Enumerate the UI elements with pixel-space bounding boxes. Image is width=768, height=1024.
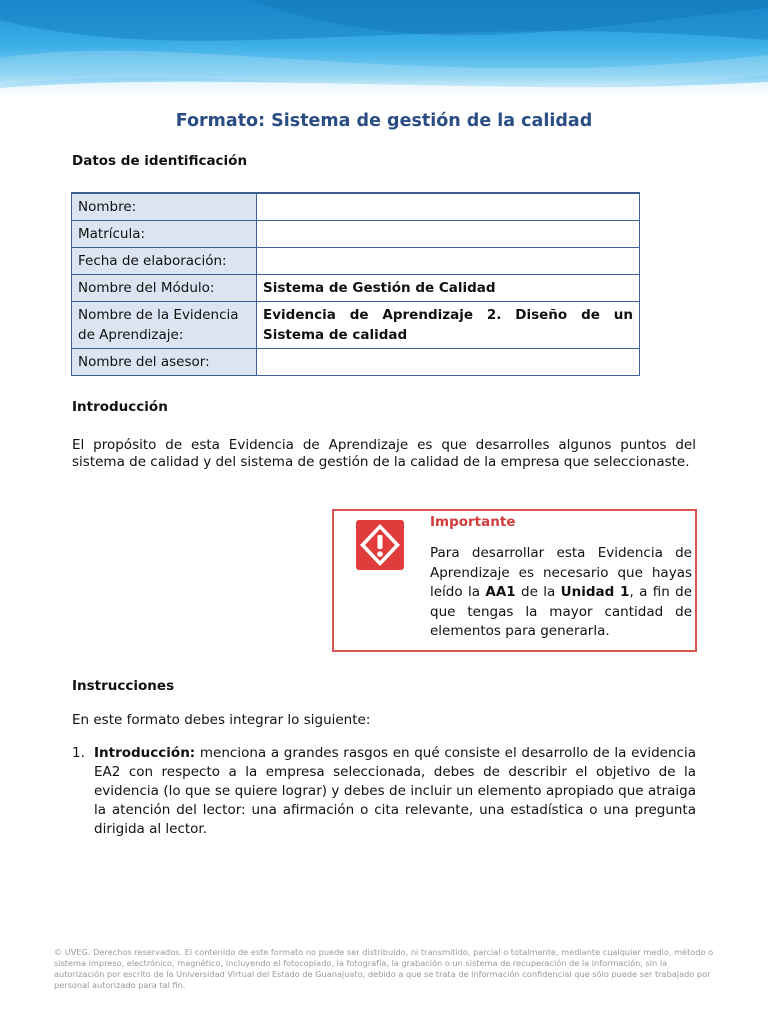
important-text-part: Para desarrollar esta Evidencia de Aprendizaje es necesario que hayas leído la xyxy=(430,545,692,600)
date-field[interactable] xyxy=(257,248,640,275)
row-label: Nombre del Módulo: xyxy=(72,275,257,302)
list-item xyxy=(72,744,696,839)
table-row xyxy=(72,275,640,302)
evidence-name-value: Evidencia de Aprendizaje 2. Diseño de un Sistema de calidad xyxy=(257,302,640,349)
row-label: Nombre de la Evidencia de Aprendizaje: xyxy=(72,302,257,349)
advisor-field[interactable] xyxy=(257,349,640,376)
module-name-value: Sistema de Gestión de Calidad xyxy=(257,275,640,302)
table-row xyxy=(72,193,640,221)
name-field[interactable] xyxy=(257,193,640,221)
table-row xyxy=(72,302,640,349)
row-label: Nombre del asesor: xyxy=(72,349,257,376)
important-text xyxy=(430,544,692,642)
row-label: Matrícula: xyxy=(72,221,257,248)
table-row xyxy=(72,221,640,248)
list-item-number: 1. xyxy=(72,745,85,761)
important-bold-aa1: AA1 xyxy=(485,584,516,600)
table-row xyxy=(72,349,640,376)
identification-table xyxy=(71,192,640,376)
important-note-box xyxy=(332,509,697,652)
important-bold-unit: Unidad 1 xyxy=(560,584,630,600)
list-item-title: Introducción: xyxy=(94,745,196,761)
important-title: Importante xyxy=(430,514,516,530)
table-row xyxy=(72,248,640,275)
document-title: Formato: Sistema de gestión de la calidad xyxy=(175,111,593,131)
banner-waves-graphic xyxy=(0,0,768,96)
identification-heading: Datos de identificación xyxy=(72,153,248,169)
introduction-heading: Introducción xyxy=(72,399,168,415)
important-text-part: , a fin de que tengas la mayor cantidad de elementos para generarla. xyxy=(430,584,692,639)
instructions-list xyxy=(72,744,696,839)
header-banner xyxy=(0,0,768,96)
warning-icon xyxy=(356,520,404,570)
row-label: Fecha de elaboración: xyxy=(72,248,257,275)
instructions-intro: En este formato debes integrar lo siguiente: xyxy=(72,712,371,728)
introduction-text: El propósito de esta Evidencia de Aprendizaje es que desarrolles algunos puntos del sistema de calidad y del sistema de gestión de la calidad de la empresa que seleccionaste. xyxy=(72,437,696,470)
matricula-field[interactable] xyxy=(257,221,640,248)
row-label: Nombre: xyxy=(72,193,257,221)
list-item-text: menciona a grandes rasgos en qué consiste el desarrollo de la evidencia EA2 con respecto a la empresa seleccionada, debes de describir el objetivo de la evidencia (lo que se quiere lograr) y debes de incluir un elemento apropiado que atraiga la atención del lector: una afirmación o cita relevante, una estadística o una pregunta dirigida al lector. xyxy=(94,745,696,837)
copyright-footer: © UVEG. Derechos reservados. El contenido de este formato no puede ser distribuido, ni transmitido, parcial o totalmente, mediante cualquier medio, método o sistema impreso, electrónico, magnético, incluyendo el fotocopiado, la fotografía, la grabación o un sistema de recuperación de la información, sin la autorización por escrito de la Universidad Virtual del Estado de Guanajuato, debido a que se trata de información confidencial que sólo puede ser trabajado por personal autorizado para tal fin. xyxy=(54,947,714,990)
important-text-part: de la xyxy=(515,584,561,600)
instructions-heading: Instrucciones xyxy=(72,678,175,694)
